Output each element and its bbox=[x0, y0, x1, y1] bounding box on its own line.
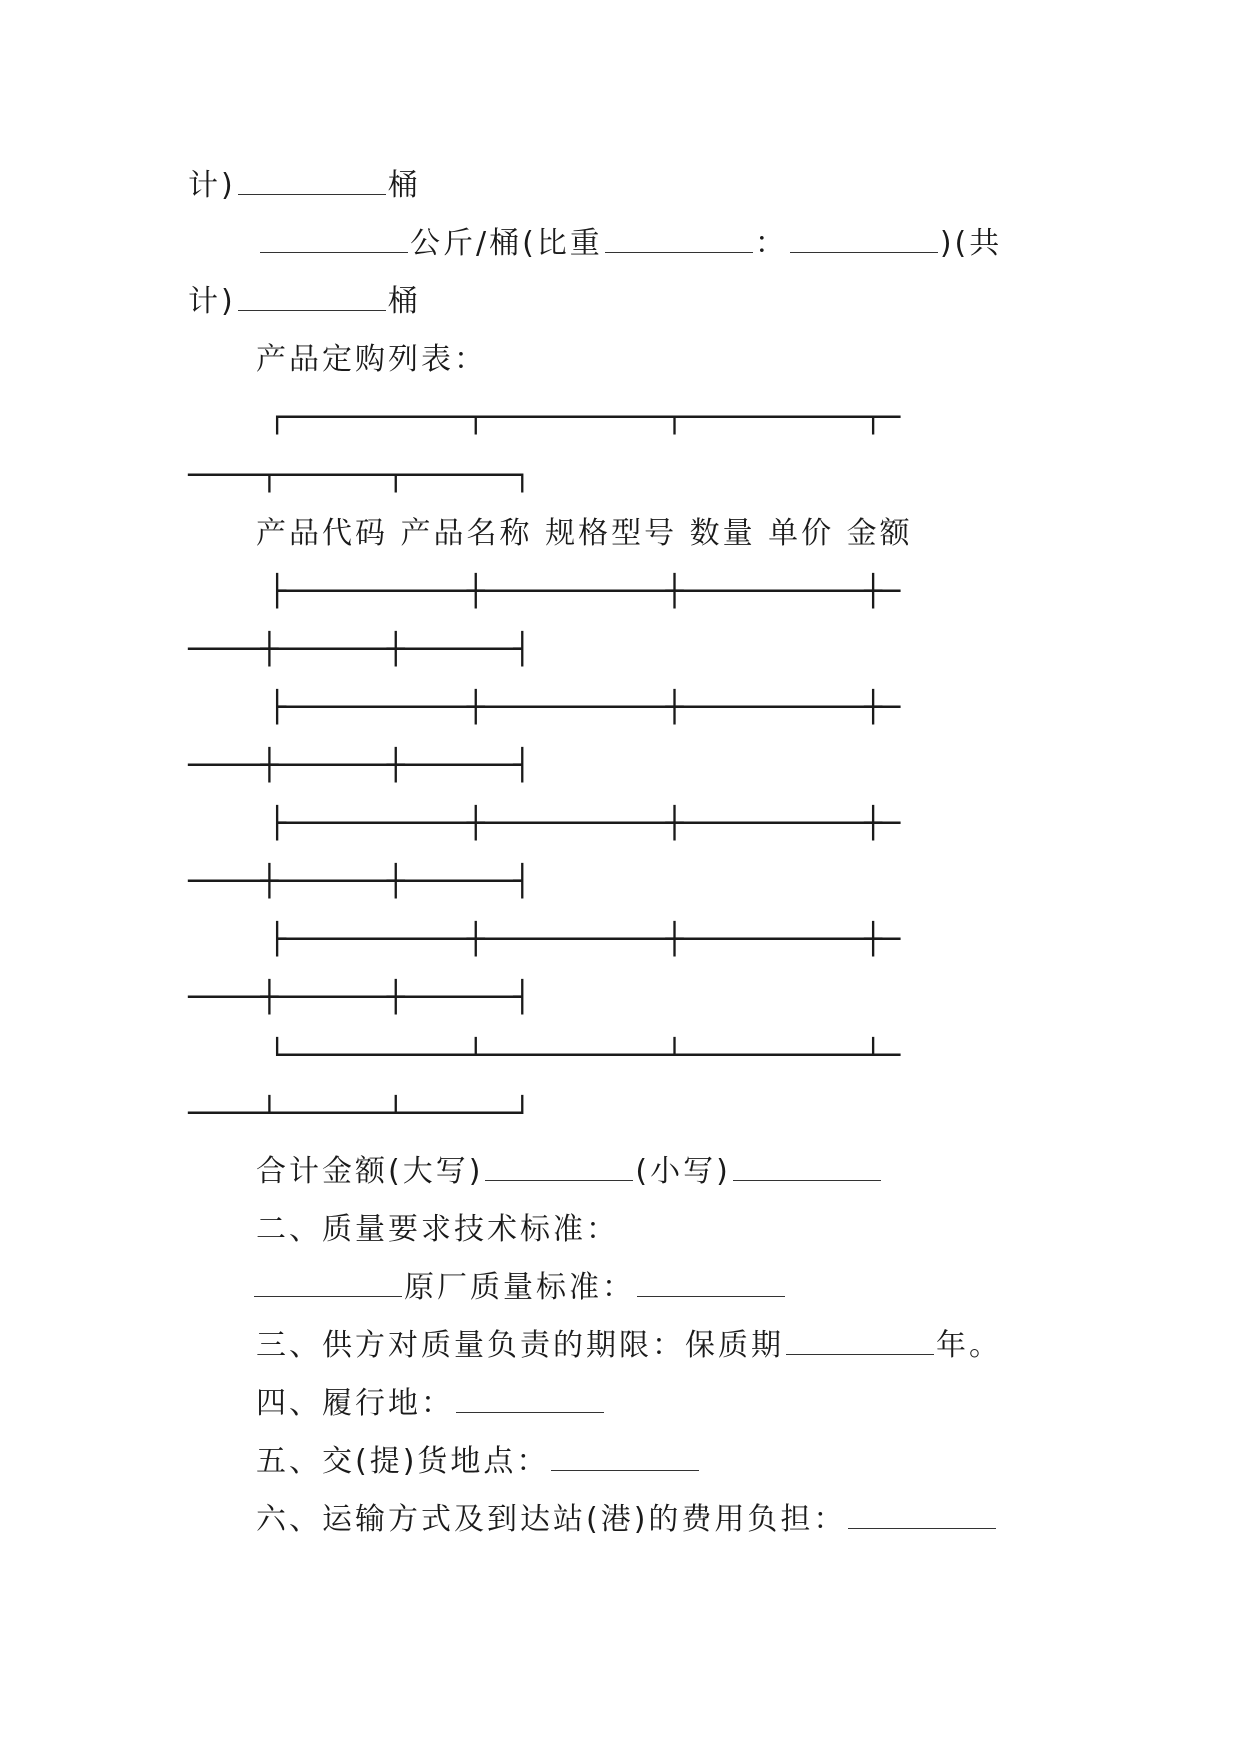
table-rule-mid-1a: ├──────────┼──────────┼──────────┼─ bbox=[268, 574, 901, 609]
section-5-line bbox=[256, 1442, 701, 1482]
table-rule-mid-2b: ────┼──────┼──────┤ bbox=[188, 748, 532, 783]
blank-field[interactable] bbox=[637, 1270, 785, 1297]
table-header-row: 产品代码 产品名称 规格型号 数量 单价 金额 bbox=[256, 516, 913, 551]
text-total-lower: (小写) bbox=[635, 1154, 731, 1189]
blank-field[interactable] bbox=[551, 1444, 699, 1471]
table-rule-mid-4a: ├──────────┼──────────┼──────────┼─ bbox=[268, 922, 901, 957]
text-prefix: 计) bbox=[188, 168, 236, 203]
table-rule-mid-3a: ├──────────┼──────────┼──────────┼─ bbox=[268, 806, 901, 841]
blank-field[interactable] bbox=[456, 1386, 604, 1413]
table-rule-mid-2a: ├──────────┼──────────┼──────────┼─ bbox=[268, 690, 901, 725]
text-unit: 公斤/桶(比重 bbox=[410, 226, 603, 261]
text-orig-std: 原厂质量标准： bbox=[404, 1270, 635, 1305]
section-2-heading: 二、质量要求技术标准： bbox=[256, 1212, 619, 1247]
blank-field[interactable] bbox=[238, 284, 386, 311]
text-sec6: 六、运输方式及到达站(港)的费用负担： bbox=[256, 1502, 847, 1537]
table-rule-mid-4b: ────┼──────┼──────┤ bbox=[188, 980, 532, 1015]
text-colon: ： bbox=[754, 226, 788, 261]
text-suffix: 桶 bbox=[387, 284, 421, 319]
blank-field[interactable] bbox=[260, 226, 408, 253]
blank-field[interactable] bbox=[733, 1154, 881, 1181]
section-4-line bbox=[256, 1384, 606, 1424]
table-rule-top-a: ┌──────────┬──────────┬──────────┬─ bbox=[268, 400, 901, 435]
section-6-line bbox=[256, 1500, 998, 1540]
line-count-2 bbox=[188, 282, 421, 322]
section-3-line bbox=[256, 1326, 1002, 1366]
text-total-upper: 合计金额(大写) bbox=[256, 1154, 484, 1189]
blank-field[interactable] bbox=[238, 168, 386, 195]
line-count-1 bbox=[188, 166, 421, 206]
blank-field[interactable] bbox=[485, 1154, 633, 1181]
blank-field[interactable] bbox=[786, 1328, 934, 1355]
blank-field[interactable] bbox=[848, 1502, 996, 1529]
blank-field[interactable] bbox=[605, 226, 753, 253]
text-end: )(共 bbox=[939, 226, 1003, 261]
text-prefix: 计) bbox=[188, 284, 236, 319]
line-total-amount bbox=[256, 1152, 883, 1192]
blank-field[interactable] bbox=[790, 226, 938, 253]
table-rule-mid-3b: ────┼──────┼──────┤ bbox=[188, 864, 532, 899]
table-rule-bottom-a: └──────────┴──────────┴──────────┴─ bbox=[268, 1038, 901, 1073]
blank-field[interactable] bbox=[254, 1270, 402, 1297]
list-title: 产品定购列表： bbox=[256, 342, 487, 377]
table-rule-mid-1b: ────┼──────┼──────┤ bbox=[188, 632, 532, 667]
text-sec3: 三、供方对质量负责的期限：保质期 bbox=[256, 1328, 784, 1363]
text-sec3-end: 年。 bbox=[936, 1328, 1002, 1363]
line-original-standard bbox=[252, 1268, 787, 1308]
table-rule-top-b: ────┬──────┬──────┐ bbox=[188, 458, 532, 493]
text-sec4: 四、履行地： bbox=[256, 1386, 454, 1421]
text-sec5: 五、交(提)货地点： bbox=[256, 1444, 550, 1479]
table-rule-bottom-b: ────┴──────┴──────┘ bbox=[188, 1096, 532, 1131]
line-weight-spec bbox=[258, 224, 1002, 264]
text-suffix: 桶 bbox=[387, 168, 421, 203]
